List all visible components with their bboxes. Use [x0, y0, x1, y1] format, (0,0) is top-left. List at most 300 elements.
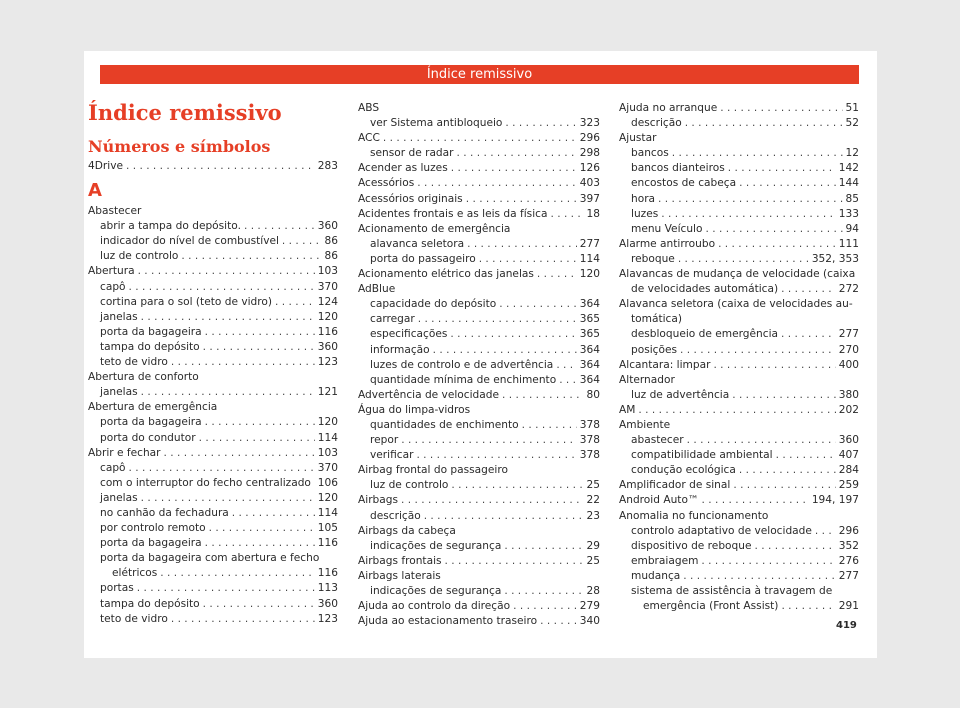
entry-page: 323 [579, 117, 600, 130]
entry-page: 298 [579, 147, 600, 160]
leader-dots [499, 297, 577, 312]
index-subentry [88, 536, 338, 551]
index-subentry [619, 146, 859, 161]
index-subentry [88, 461, 338, 476]
entry-text: Alcantara: limpar [619, 358, 711, 371]
entry-text: Airbags frontais [358, 554, 442, 567]
entry-text: indicações de segurança [370, 585, 502, 597]
index-entry [358, 207, 600, 222]
entry-page: 51 [845, 102, 859, 114]
entry-page: 113 [317, 582, 338, 595]
leader-dots [815, 524, 836, 539]
entry-page: 114 [317, 431, 338, 444]
index-subentry [88, 280, 338, 295]
entry-text: hora [631, 192, 656, 205]
leader-dots [718, 237, 836, 252]
index-subentry [619, 192, 859, 207]
leader-dots [129, 280, 315, 295]
entry-text: informação [370, 343, 430, 356]
index-subentry [619, 539, 859, 554]
entry-text: bancos [631, 147, 669, 160]
leader-dots [728, 161, 836, 176]
entry-page: 120 [317, 416, 338, 429]
entry-page: 123 [317, 356, 338, 369]
entry-page: 23 [586, 509, 600, 522]
leader-dots [739, 463, 836, 478]
index-subentry [358, 116, 600, 131]
index-subentry [619, 554, 859, 569]
entry-text: 4Drive [88, 160, 123, 172]
entry-page: 380 [838, 388, 859, 401]
index-subentry [358, 343, 600, 358]
index-subentry [358, 373, 600, 388]
entry-text: teto de vidro [100, 356, 168, 369]
entry-page: 365 [579, 328, 600, 341]
index-subentry [358, 252, 600, 267]
entry-text: Airbags [358, 494, 399, 507]
index-subentry [358, 146, 600, 161]
entry-page: 133 [838, 207, 859, 220]
leader-dots [401, 433, 577, 448]
entry-text: quantidades de enchimento [370, 418, 519, 431]
entry-text: abrir a tampa do depósito. [100, 220, 241, 233]
index-entry-line: porta da bagageira com abertura e fecho [100, 552, 320, 565]
entry-page: 407 [838, 449, 859, 462]
index-subentry [619, 222, 859, 237]
entry-text: Acessórios [358, 177, 415, 190]
leader-dots [733, 478, 835, 493]
entry-text: porta do condutor [100, 431, 196, 444]
entry-page: 103 [317, 265, 338, 278]
entry-page: 194, 197 [811, 494, 859, 507]
index-heading: Alternador [619, 373, 675, 386]
entry-page: 142 [838, 162, 859, 175]
index-subentry [619, 433, 859, 448]
leader-dots [141, 491, 315, 506]
index-column-3 [619, 101, 859, 614]
leader-dots [451, 478, 583, 493]
entry-text: descrição [370, 509, 421, 522]
index-subentry [619, 569, 859, 584]
entry-page: 25 [586, 479, 600, 492]
entry-text: desbloqueio de emergência [631, 328, 779, 341]
entry-page: 103 [317, 446, 338, 459]
entry-text: quantidade mínima de enchimento [370, 373, 557, 386]
entry-text: Ajuda ao estacionamento traseiro [358, 615, 538, 628]
index-subentry [88, 325, 338, 340]
entry-page: 397 [579, 192, 600, 205]
leader-dots [781, 327, 836, 342]
index-subentry [619, 388, 859, 403]
index-heading: Ambiente [619, 418, 671, 431]
index-subentry [358, 584, 600, 599]
entry-page: 114 [317, 506, 338, 519]
entry-text: menu Veículo [631, 222, 703, 235]
leader-dots [467, 237, 577, 252]
entry-text: sensor de radar [370, 147, 454, 160]
entry-text: mudança [631, 569, 681, 582]
leader-dots [776, 448, 836, 463]
entry-text: repor [370, 434, 399, 447]
index-subentry [88, 506, 338, 521]
index-entry [358, 161, 600, 176]
leader-dots [701, 554, 835, 569]
entry-page: 277 [579, 237, 600, 250]
entry-text: porta do passageiro [370, 252, 476, 265]
entry-text: Advertência de velocidade [358, 388, 499, 401]
entry-text: indicações de segurança [370, 539, 502, 552]
leader-dots [450, 327, 576, 342]
index-subentry [88, 566, 338, 581]
entry-page: 116 [317, 325, 338, 338]
leader-dots [702, 493, 809, 508]
entry-text: com o interruptor do fecho centralizado [100, 476, 311, 489]
entry-page: 364 [579, 298, 600, 311]
leader-dots [556, 358, 576, 373]
leader-dots [171, 612, 315, 627]
leader-dots [418, 312, 577, 327]
leader-dots [678, 252, 809, 267]
entry-text: condução ecológica [631, 464, 736, 477]
index-heading: Abertura de conforto [88, 371, 199, 384]
page-number: 419 [836, 620, 857, 631]
entry-text: capô [100, 461, 126, 474]
index-entry [619, 403, 859, 418]
index-subentry [88, 521, 338, 536]
leader-dots [433, 343, 577, 358]
entry-page: 378 [579, 449, 600, 462]
entry-page: 86 [324, 235, 338, 248]
entry-page: 277 [838, 328, 859, 341]
index-heading: Airbags laterais [358, 569, 441, 582]
entry-page: 18 [586, 207, 600, 220]
entry-page: 284 [838, 464, 859, 477]
entry-text: no canhão da fechadura [100, 506, 229, 519]
entry-page: 29 [586, 539, 600, 552]
entry-page: 124 [317, 295, 338, 308]
entry-text: por controlo remoto [100, 522, 206, 535]
entry-text: Acessórios originais [358, 192, 463, 205]
entry-page: 291 [838, 600, 859, 613]
index-subentry [88, 355, 338, 370]
entry-page: 126 [579, 162, 600, 175]
index-heading: Ajustar [619, 132, 657, 145]
index-subentry [619, 463, 859, 478]
entry-text: Ajuda ao controlo da direção [358, 600, 511, 613]
index-subentry [619, 599, 859, 614]
entry-page: 85 [845, 192, 859, 205]
index-subentry [358, 539, 600, 554]
entry-page: 111 [838, 237, 859, 250]
entry-text: elétricos [112, 567, 158, 580]
page-title: Índice remissivo [88, 100, 282, 125]
leader-dots [680, 343, 836, 358]
leader-dots [451, 161, 577, 176]
entry-page: 52 [845, 117, 859, 130]
entry-page: 80 [586, 388, 600, 401]
entry-page: 364 [579, 343, 600, 356]
entry-text: porta da bagageira [100, 325, 202, 338]
entry-text: embraiagem [631, 554, 699, 567]
entry-page: 22 [586, 494, 600, 507]
entry-page: 370 [317, 280, 338, 293]
entry-text: ver Sistema antibloqueio [370, 117, 503, 130]
index-subentry [358, 509, 600, 524]
index-subentry [358, 358, 600, 373]
index-subentry [88, 431, 338, 446]
entry-page: 120 [579, 268, 600, 281]
entry-text: capô [100, 280, 126, 293]
leader-dots [383, 131, 577, 146]
index-column-2 [358, 101, 600, 629]
leader-dots [713, 358, 835, 373]
index-subentry [88, 612, 338, 627]
index-entry [619, 478, 859, 493]
index-letter: A [88, 180, 102, 202]
entry-page: 202 [838, 403, 859, 416]
leader-dots [160, 566, 315, 581]
index-entry-line: tomática) [631, 313, 682, 326]
entry-page: 116 [317, 537, 338, 550]
entry-text: verificar [370, 449, 414, 462]
index-subentry [619, 282, 859, 297]
entry-page: 296 [579, 132, 600, 145]
index-subentry [88, 219, 338, 234]
index-subentry [619, 343, 859, 358]
entry-text: capacidade do depósito [370, 298, 497, 311]
entry-page: 352 [838, 539, 859, 552]
leader-dots [129, 461, 315, 476]
entry-page: 403 [579, 177, 600, 190]
leader-dots [781, 599, 835, 614]
entry-page: 106 [317, 476, 338, 489]
entry-text: Alarme antirroubo [619, 237, 716, 250]
index-entry [358, 267, 600, 282]
entry-text: dispositivo de reboque [631, 539, 752, 552]
leader-dots [282, 234, 322, 249]
entry-text: cortina para o sol (teto de vidro) [100, 295, 273, 308]
entry-text: emergência (Front Assist) [643, 600, 779, 613]
entry-page: 272 [838, 283, 859, 296]
index-entry-line: Alavanca seletora (caixa de velocidades au- [619, 298, 853, 311]
leader-dots [479, 252, 577, 267]
entry-text: de velocidades automática) [631, 283, 779, 296]
leader-dots [672, 146, 843, 161]
entry-text: Amplificador de sinal [619, 479, 731, 492]
entry-text: Abertura [88, 265, 135, 278]
leader-dots [203, 340, 315, 355]
leader-dots [138, 264, 315, 279]
index-entry [88, 264, 338, 279]
index-subentry [619, 176, 859, 191]
index-entry [88, 446, 338, 461]
entry-text: luz de controlo [370, 479, 449, 492]
entry-page: 120 [317, 310, 338, 323]
leader-dots [205, 536, 315, 551]
index-heading: Acionamento de emergência [358, 222, 511, 235]
index-subentry [358, 448, 600, 463]
entry-page: 144 [838, 177, 859, 190]
leader-dots [502, 388, 584, 403]
leader-dots [466, 192, 577, 207]
entry-page: 360 [838, 434, 859, 447]
index-entry [358, 388, 600, 403]
index-subentry [88, 234, 338, 249]
index-subentry [88, 415, 338, 430]
index-subentry [358, 418, 600, 433]
leader-dots [141, 385, 315, 400]
entry-text: AM [619, 403, 636, 416]
index-heading: Abastecer [88, 205, 142, 218]
index-entry [358, 176, 600, 191]
leader-dots [705, 222, 842, 237]
leader-dots [683, 569, 835, 584]
index-subentry [88, 581, 338, 596]
entry-page: 370 [317, 461, 338, 474]
leader-dots [401, 493, 584, 508]
leader-dots [754, 539, 835, 554]
entry-text: Acender as luzes [358, 162, 448, 175]
index-subentry [88, 295, 338, 310]
leader-dots [720, 101, 842, 116]
entry-text: encostos de cabeça [631, 177, 737, 190]
leader-dots [181, 249, 321, 264]
leader-dots [658, 192, 842, 207]
index-subentry [619, 524, 859, 539]
index-subentry [88, 476, 338, 491]
leader-dots [232, 506, 315, 521]
entry-page: 114 [579, 252, 600, 265]
leader-dots [522, 418, 577, 433]
leader-dots [314, 476, 315, 491]
leader-dots [416, 448, 576, 463]
index-column-1 [88, 101, 338, 627]
index-heading: Airbag frontal do passageiro [358, 464, 508, 477]
leader-dots [164, 446, 315, 461]
entry-page: 121 [317, 386, 338, 399]
entry-text: janelas [100, 310, 138, 323]
entry-text: ACC [358, 132, 380, 145]
entry-page: 120 [317, 491, 338, 504]
index-subentry [619, 448, 859, 463]
index-entry [619, 101, 859, 116]
index-subentry [619, 116, 859, 131]
leader-dots [732, 388, 836, 403]
index-heading: Airbags da cabeça [358, 524, 456, 537]
entry-text: Ajuda no arranque [619, 102, 718, 114]
index-subentry [619, 252, 859, 267]
leader-dots [141, 310, 315, 325]
leader-dots [417, 176, 577, 191]
entry-text: portas [100, 582, 134, 595]
leader-dots [205, 325, 315, 340]
leader-dots [199, 431, 315, 446]
entry-text: descrição [631, 117, 682, 130]
leader-dots [504, 539, 583, 554]
entry-page: 352, 353 [811, 252, 859, 265]
entry-page: 360 [317, 597, 338, 610]
leader-dots [171, 355, 315, 370]
entry-page: 123 [317, 612, 338, 625]
index-subentry [88, 249, 338, 264]
index-subentry [619, 161, 859, 176]
index-subentry [358, 237, 600, 252]
running-header: Índice remissivo [100, 65, 859, 84]
index-subentry [88, 340, 338, 355]
entry-page: 277 [838, 569, 859, 582]
entry-page: 116 [317, 567, 338, 580]
leader-dots [505, 116, 576, 131]
entry-text: janelas [100, 386, 138, 399]
entry-page: 364 [579, 373, 600, 386]
index-subentry [358, 433, 600, 448]
entry-page: 340 [579, 615, 600, 628]
index-subentry [88, 597, 338, 612]
index-heading: AdBlue [358, 283, 396, 296]
entry-page: 400 [838, 358, 859, 371]
leader-dots [275, 295, 315, 310]
entry-text: abastecer [631, 434, 684, 447]
index-subentry [88, 310, 338, 325]
entry-page: 296 [838, 524, 859, 537]
leader-dots [457, 146, 577, 161]
entry-page: 259 [838, 479, 859, 492]
index-entry-line: sistema de assistência à travagem de [631, 585, 833, 597]
entry-page: 105 [317, 522, 338, 535]
entry-text: tampa do depósito [100, 597, 200, 610]
entry-page: 365 [579, 313, 600, 326]
entry-text: compatibilidade ambiental [631, 449, 773, 462]
leader-dots [209, 521, 315, 536]
entry-page: 86 [324, 250, 338, 263]
entry-text: carregar [370, 313, 415, 326]
leader-dots [537, 267, 577, 282]
index-heading: Anomalia no funcionamento [619, 509, 769, 522]
leader-dots [739, 176, 836, 191]
leader-dots [781, 282, 836, 297]
entry-text: indicador do nível de combustível [100, 235, 279, 248]
entry-text: janelas [100, 491, 138, 504]
leader-dots [203, 597, 315, 612]
index-entry [358, 493, 600, 508]
index-subentry [88, 491, 338, 506]
entry-page: 12 [845, 147, 859, 160]
entry-text: teto de vidro [100, 612, 168, 625]
index-heading: Abertura de emergência [88, 401, 218, 414]
entry-page: 360 [317, 340, 338, 353]
index-entry [358, 554, 600, 569]
index-heading: Água do limpa-vidros [358, 403, 471, 416]
index-entry [358, 192, 600, 207]
index-entry [619, 237, 859, 252]
entry-text: Acidentes frontais e as leis da física [358, 207, 548, 220]
entry-page: 270 [838, 343, 859, 356]
entry-text: bancos dianteiros [631, 162, 725, 175]
entry-text: porta da bagageira [100, 416, 202, 429]
leader-dots [559, 373, 577, 388]
leader-dots [661, 207, 836, 222]
index-entry [619, 358, 859, 373]
index-subentry [619, 207, 859, 222]
leader-dots [445, 554, 584, 569]
index-entry [358, 614, 600, 629]
entry-text: Abrir e fechar [88, 446, 161, 459]
index-subentry [358, 327, 600, 342]
leader-dots [687, 433, 836, 448]
entry-text: especificações [370, 328, 448, 341]
leader-dots [205, 415, 315, 430]
entry-page: 276 [838, 554, 859, 567]
